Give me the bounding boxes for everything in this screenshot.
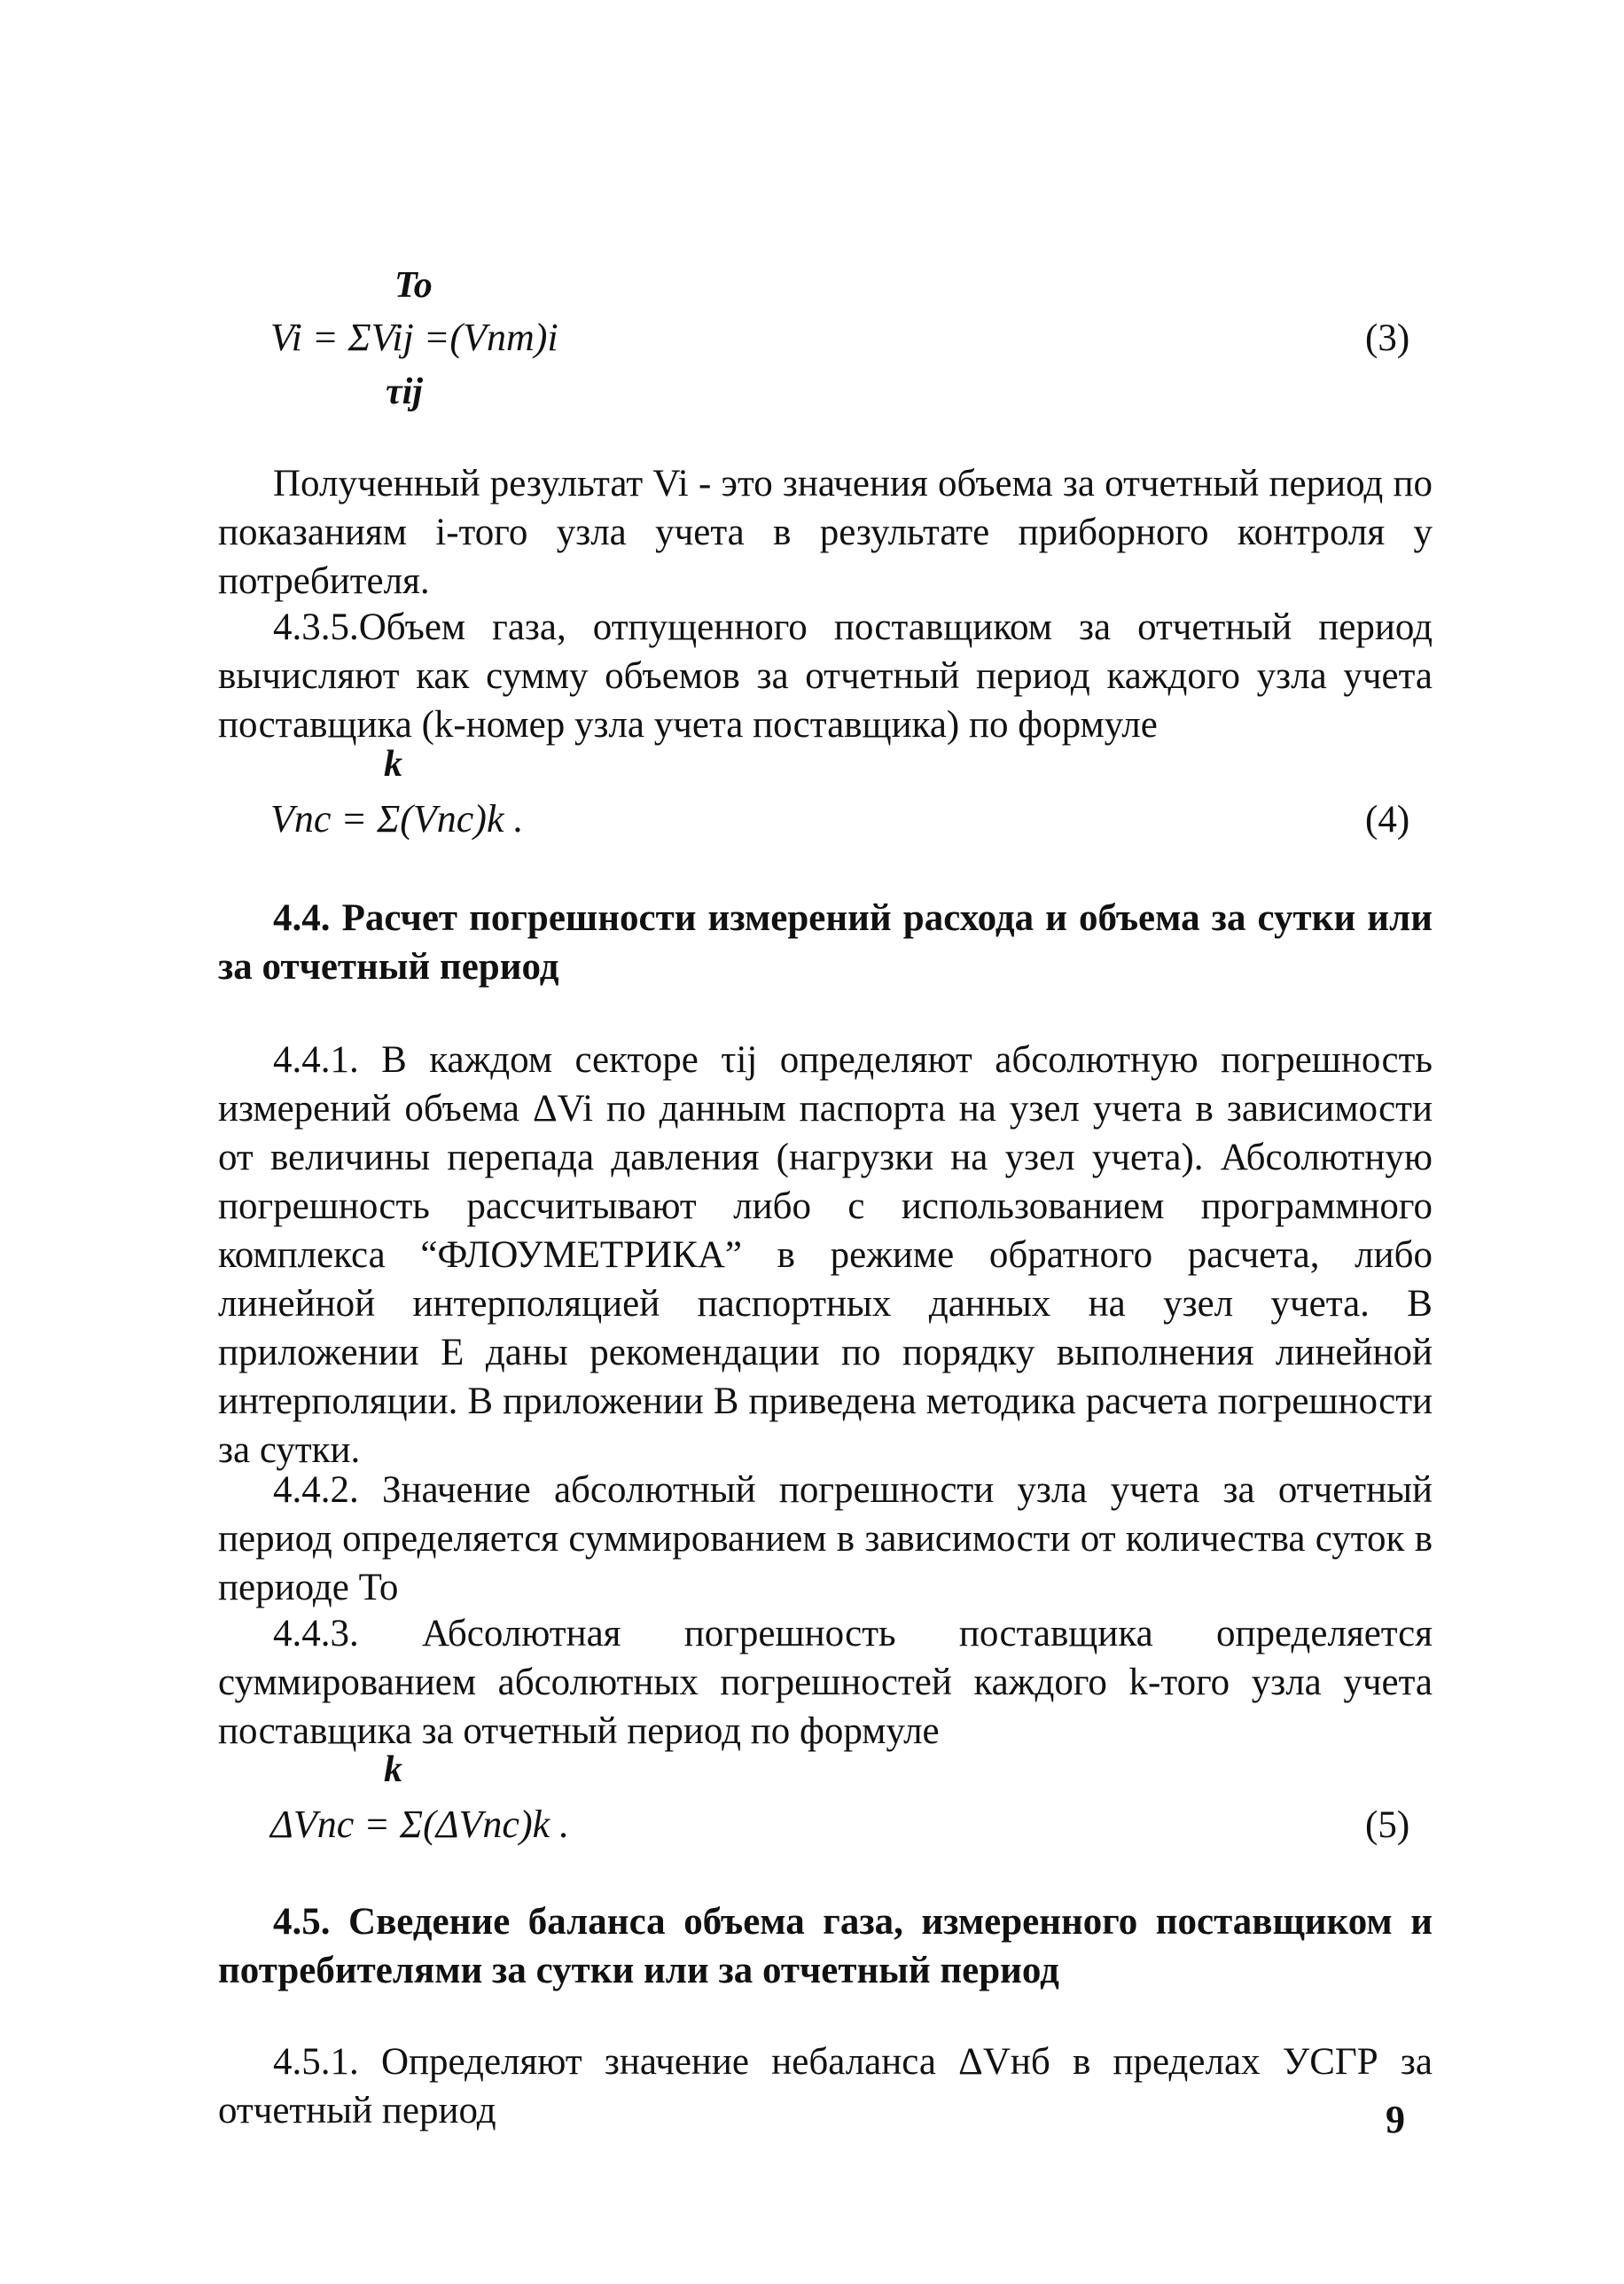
formula-3-upper-limit: To (394, 265, 433, 306)
paragraph-result-vi: Полученный результат Vi - это значения объема за отчетный период по показаниям i-того узла учета в результате приборного контроля у потребителя. (218, 463, 1433, 602)
heading-4-4: 4.4. Расчет погрешности измерений расхода и объема за сутки или за отчетный период (218, 897, 1433, 988)
page-number: 9 (1386, 2098, 1405, 2141)
formula-3: Vi = ΣVij =(Vnm)i (270, 316, 558, 359)
formula-4: Vnc = Σ(Vnc)k . (270, 797, 524, 841)
formula-3-lower-limit: τij (386, 372, 423, 412)
heading-4-5: 4.5. Сведение баланса объема газа, измеренного поставщиком и потребителями за сутки или за отчетный период (218, 1901, 1433, 1991)
paragraph-4-4-3: 4.4.3. Абсолютная погрешность поставщика определяется суммированием абсолютных погрешностей каждого k-того узла учета поставщика за отчетный период по формуле (218, 1613, 1433, 1752)
equation-number-5: (5) (1365, 1804, 1410, 1846)
equation-number-3: (3) (1365, 317, 1410, 359)
formula-5: ΔVnc = Σ(ΔVnc)k . (270, 1803, 570, 1846)
paragraph-4-4-2: 4.4.2. Значение абсолютный погрешности узла учета за отчетный период определяется суммированием в зависимости от количества суток в периоде To (218, 1469, 1433, 1608)
paragraph-4-5-1: 4.5.1. Определяют значение небаланса ΔVнб в пределах УСГР за отчетный период (218, 2041, 1433, 2131)
paragraph-4-4-1: 4.4.1. В каждом секторе τij определяют абсолютную погрешность измерений объема ΔVi по данным паспорта на узел учета в зависимости от величины перепада давления (нагрузки на узел учета). Абсолютную погрешность рассчитывают либо с использованием программного комплекса “ФЛОУМЕТРИКА” в режиме обратного расчета, либо линейной интерполяцией паспортных данных на узел учета. В приложении Е даны рекомендации по порядку выполнения линейной интерполяции. В приложении В приведена методика расчета погрешности за сутки. (218, 1039, 1433, 1471)
formula-4-upper-limit: k (384, 744, 402, 785)
formula-5-upper-limit: k (384, 1749, 402, 1790)
equation-number-4: (4) (1365, 799, 1410, 841)
paragraph-4-3-5: 4.3.5.Объем газа, отпущенного поставщиком за отчетный период вычисляют как сумму объемов за отчетный период каждого узла учета поставщика (k-номер узла учета поставщика) по формуле (218, 606, 1433, 746)
